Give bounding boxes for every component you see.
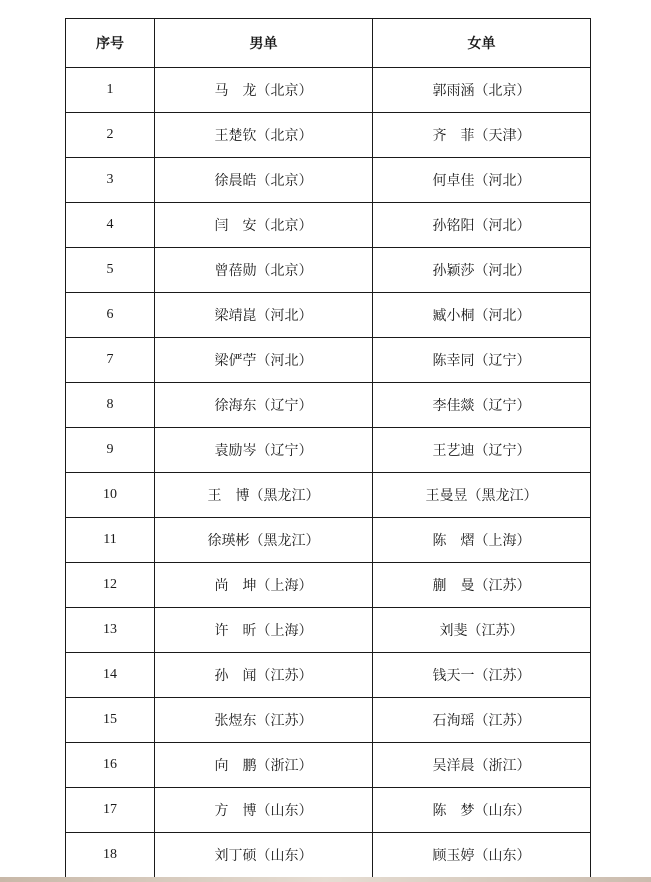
men-singles-player: 马 龙（北京） bbox=[155, 68, 373, 113]
men-singles-player: 袁励岑（辽宁） bbox=[155, 428, 373, 473]
women-singles-player: 石洵瑶（江苏） bbox=[373, 698, 591, 743]
table-row bbox=[66, 743, 591, 788]
women-singles-player: 李佳燚（辽宁） bbox=[373, 383, 591, 428]
women-singles-player: 顾玉婷（山东） bbox=[373, 833, 591, 878]
table-row bbox=[66, 248, 591, 293]
table-row bbox=[66, 563, 591, 608]
men-singles-player: 徐晨皓（北京） bbox=[155, 158, 373, 203]
row-index: 1 bbox=[66, 68, 155, 113]
row-index: 13 bbox=[66, 608, 155, 653]
men-singles-player: 徐海东（辽宁） bbox=[155, 383, 373, 428]
men-singles-player: 向 鹏（浙江） bbox=[155, 743, 373, 788]
women-singles-player: 王曼昱（黑龙江） bbox=[373, 473, 591, 518]
table-row bbox=[66, 203, 591, 248]
women-singles-player: 刘斐（江苏） bbox=[373, 608, 591, 653]
men-singles-player: 王 博（黑龙江） bbox=[155, 473, 373, 518]
women-singles-player: 钱天一（江苏） bbox=[373, 653, 591, 698]
men-singles-player: 张煜东（江苏） bbox=[155, 698, 373, 743]
table-row bbox=[66, 473, 591, 518]
women-singles-player: 陈幸同（辽宁） bbox=[373, 338, 591, 383]
row-index: 7 bbox=[66, 338, 155, 383]
row-index: 10 bbox=[66, 473, 155, 518]
table-row bbox=[66, 698, 591, 743]
men-singles-player: 王楚钦（北京） bbox=[155, 113, 373, 158]
header-index: 序号 bbox=[66, 19, 155, 68]
men-singles-player: 闫 安（北京） bbox=[155, 203, 373, 248]
row-index: 16 bbox=[66, 743, 155, 788]
table-row bbox=[66, 113, 591, 158]
row-index: 9 bbox=[66, 428, 155, 473]
women-singles-player: 臧小桐（河北） bbox=[373, 293, 591, 338]
table-row bbox=[66, 653, 591, 698]
table-row bbox=[66, 68, 591, 113]
women-singles-player: 王艺迪（辽宁） bbox=[373, 428, 591, 473]
row-index: 11 bbox=[66, 518, 155, 563]
table-row bbox=[66, 833, 591, 878]
row-index: 2 bbox=[66, 113, 155, 158]
men-singles-player: 许 昕（上海） bbox=[155, 608, 373, 653]
row-index: 5 bbox=[66, 248, 155, 293]
women-singles-player: 吴洋晨（浙江） bbox=[373, 743, 591, 788]
women-singles-player: 陈 熠（上海） bbox=[373, 518, 591, 563]
row-index: 14 bbox=[66, 653, 155, 698]
row-index: 6 bbox=[66, 293, 155, 338]
women-singles-player: 孙颖莎（河北） bbox=[373, 248, 591, 293]
row-index: 4 bbox=[66, 203, 155, 248]
row-index: 12 bbox=[66, 563, 155, 608]
table-row bbox=[66, 383, 591, 428]
row-index: 8 bbox=[66, 383, 155, 428]
table-row bbox=[66, 428, 591, 473]
row-index: 18 bbox=[66, 833, 155, 878]
women-singles-player: 孙铭阳（河北） bbox=[373, 203, 591, 248]
table-row bbox=[66, 293, 591, 338]
table-row bbox=[66, 338, 591, 383]
men-singles-player: 梁俨苧（河北） bbox=[155, 338, 373, 383]
table-row bbox=[66, 518, 591, 563]
women-singles-player: 齐 菲（天津） bbox=[373, 113, 591, 158]
table-row bbox=[66, 158, 591, 203]
table-row bbox=[66, 788, 591, 833]
row-index: 17 bbox=[66, 788, 155, 833]
women-singles-player: 郭雨涵（北京） bbox=[373, 68, 591, 113]
roster-body bbox=[66, 68, 591, 878]
men-singles-player: 徐瑛彬（黑龙江） bbox=[155, 518, 373, 563]
men-singles-player: 刘丁硕（山东） bbox=[155, 833, 373, 878]
row-index: 3 bbox=[66, 158, 155, 203]
header-women-singles: 女单 bbox=[373, 19, 591, 68]
roster-table bbox=[65, 18, 591, 878]
men-singles-player: 尚 坤（上海） bbox=[155, 563, 373, 608]
bottom-edge-shade bbox=[0, 877, 651, 882]
row-index: 15 bbox=[66, 698, 155, 743]
men-singles-player: 方 博（山东） bbox=[155, 788, 373, 833]
men-singles-player: 曾蓓勋（北京） bbox=[155, 248, 373, 293]
women-singles-player: 蒯 曼（江苏） bbox=[373, 563, 591, 608]
men-singles-player: 梁靖崑（河北） bbox=[155, 293, 373, 338]
men-singles-player: 孙 闻（江苏） bbox=[155, 653, 373, 698]
header-men-singles: 男单 bbox=[155, 19, 373, 68]
table-row bbox=[66, 608, 591, 653]
women-singles-player: 何卓佳（河北） bbox=[373, 158, 591, 203]
header-row bbox=[66, 19, 591, 68]
women-singles-player: 陈 梦（山东） bbox=[373, 788, 591, 833]
